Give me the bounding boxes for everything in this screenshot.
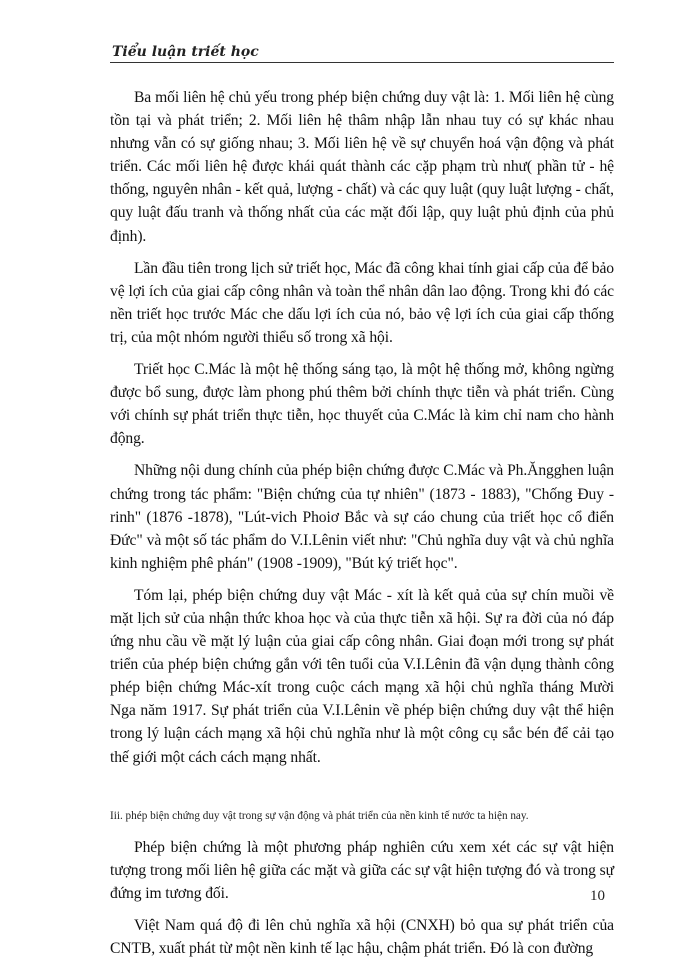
page-body: [110, 86, 614, 969]
paragraph-class-character: Lần đầu tiên trong lịch sử triết học, Mác đã công khai tính giai cấp của để bảo vệ lợi ích của giai cấp công nhân và toàn thể nhân dân lao động. Trong khi đó các nền triết học trước Mác che dấu lợi ích của nó, bảo vệ lợi ích của giai cấp thống trị, của một nhóm người thiểu số trong xã hội.: [110, 259, 614, 346]
section-heading: Iii. phép biện chứng duy vật trong sự vận động và phát triển của nền kinh tế nước ta hiện nay.: [110, 809, 529, 822]
paragraph-relations: Ba mối liên hệ chủ yếu trong phép biện chứng duy vật là: 1. Mối liên hệ cùng tồn tại và phát triển; 2. Mối liên hệ thâm nhập lẫn nhau tuy có sự khác nhau nhưng vẫn có sự giống nhau; 3. Mối liên hệ về sự chuyển hoá vận động và phát triển. Các mối liên hệ được khái quát thành các cặp phạm trù như( phần tử - hệ thống, nguyên nhân - kết quả, lượng - chất) và các quy luật (quy luật lượng - chất, quy luật đấu tranh và thống nhất của các mặt đối lập, quy luật phủ định của phủ định).: [110, 89, 614, 245]
header-rule: [110, 62, 614, 63]
paragraph-vietnam: Việt Nam quá độ đi lên chủ nghĩa xã hội (CNXH) bỏ qua sự phát triển của CNTB, xuất phát từ một nền kinh tế lạc hậu, chậm phát triển. Đó là con đường: [110, 916, 614, 957]
paragraph-summary: Tóm lại, phép biện chứng duy vật Mác - xít là kết quả của sự chín muồi về mặt lịch sử của nhận thức khoa học và của thực tiễn xã hội. Sự ra đời của nó đáp ứng nhu cầu về mặt lý luận của giai cấp công nhân. Giai đoạn mới trong sự phát triển của phép biện chứng gắn với tên tuổi của V.I.Lênin đã vận dụng thành công phép biện chứng Mác-xít trong cuộc cách mạng xã hội chủ nghĩa tháng Mười Nga năm 1917. Sự phát triển của V.I.Lênin về phép biện chứng duy vật thể hiện trong lý luận cách mạng xã hội chủ nghĩa như là một công cụ sắc bén để cải tạo thế giới một cách cách mạng nhất.: [110, 586, 614, 766]
running-header: Tiểu luận triết học: [112, 44, 259, 60]
paragraph-method: Phép biện chứng là một phương pháp nghiên cứu xem xét các sự vật hiện tượng trong mối liên hệ giữa các mặt và giữa các sự vật hiện tượng đó và trong sự đứng im tương đối.: [110, 838, 614, 902]
paragraph-works: Những nội dung chính của phép biện chứng được C.Mác và Ph.Ăngghen luận chứng trong tác phẩm: "Biện chứng của tự nhiên" (1873 - 1883), "Chống Đuy -rinh" (1876 -1878), "Lút-vich Phoiơ Bắc và sự cáo chung của triết học cổ điển Đức" và một số tác phẩm do V.I.Lênin viết như: "Chủ nghĩa duy vật và chủ nghĩa kinh nghiệm phê phán" (1908 -1909), "Bút ký triết học".: [110, 462, 614, 572]
page-number: 10: [590, 888, 605, 904]
paragraph-open-system: Triết học C.Mác là một hệ thống sáng tạo, là một hệ thống mở, không ngừng được bổ sung, được làm phong phú thêm bởi chính thực tiễn và phát triển. Cùng với chính sự phát triển thực tiễn, học thuyết của C.Mác là kim chỉ nam cho hành động.: [110, 361, 614, 448]
